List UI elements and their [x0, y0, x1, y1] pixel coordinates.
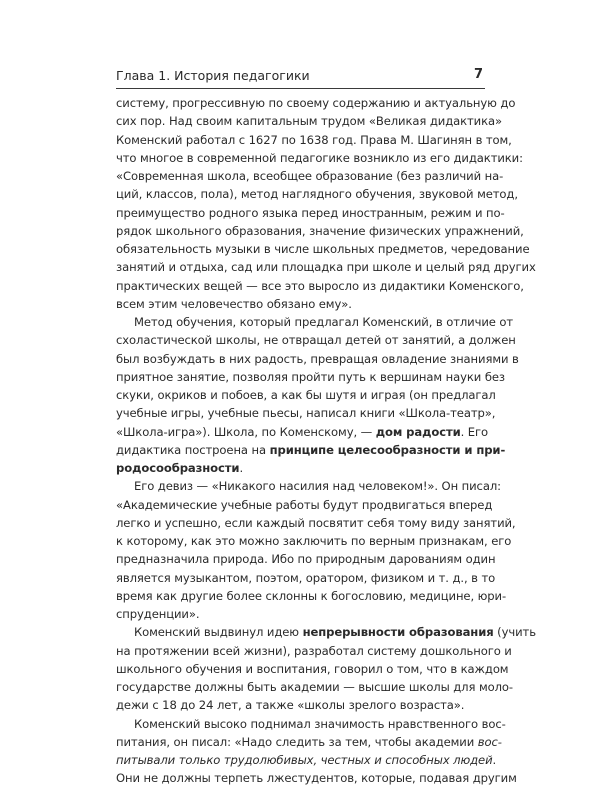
text-line [116, 605, 485, 623]
text-line [116, 222, 524, 240]
text-line [116, 587, 507, 605]
text-line [116, 696, 485, 714]
text-line [116, 459, 485, 477]
text-run: обязательность музыки в числе школьных предметов, чередование [116, 242, 530, 256]
text-run: преимущество родного языка перед иностранным, режим и по- [116, 205, 505, 220]
text-line [116, 423, 489, 441]
text-run: Коменский высоко поднимал значимость нравственного вос- [134, 716, 506, 731]
text-line [116, 514, 516, 532]
text-run: сих пор. Над своим капитальным трудом «Великая дидактика» [116, 114, 503, 129]
page-number: 7 [473, 67, 483, 82]
text-line [116, 204, 505, 222]
bold-text: принципе целесообразности и при- [269, 442, 506, 457]
text-run: скуки, окриков и побоев, а как бы шутя и играя (он предлагал [116, 388, 496, 402]
running-header [116, 68, 484, 88]
text-line [116, 404, 496, 422]
bold-text: родосообразности [116, 461, 240, 475]
text-run: был возбуждать в них радость, превращая овладение знаниями в [116, 351, 519, 366]
text-run: дежи с 18 до 24 лет, а также «школы зрелого возраста». [116, 698, 465, 713]
text-run: схоластической школы, не отвращал детей от занятий, а должен [116, 333, 516, 348]
text-line [116, 258, 536, 276]
text-line [116, 112, 503, 130]
text-run: (учить [493, 625, 536, 640]
text-line [116, 277, 524, 295]
bold-text: непрерывности образования [302, 625, 494, 640]
body-text [116, 94, 536, 788]
text-line [116, 642, 512, 660]
text-run: государстве должны быть академии — высшие школы для моло- [116, 680, 513, 694]
text-run: является музыкантом, поэтом, оратором, физиком и т. д., в то [116, 570, 496, 585]
text-run: практических вещей — все это выросло из дидактики Коменского, [116, 278, 524, 293]
text-line [116, 733, 502, 751]
text-run: предназначила природа. Ибо по природным дарованиям один [116, 552, 496, 567]
text-run: всем этим человечество обязано ему». [116, 296, 352, 311]
text-run: питания, он писал: «Надо следить за тем, чтобы академии [116, 734, 478, 749]
text-line [116, 623, 536, 641]
text-run: рядок школьного образования, значение физических упражнений, [116, 223, 524, 238]
text-run: ций, классов, пола), метод наглядного обучения, звуковой метод, [116, 187, 518, 202]
text-line [116, 94, 516, 112]
text-run: к которому, как это можно заключить по верным признакам, его [116, 534, 512, 548]
bold-text: дом радости [375, 424, 461, 439]
text-line [116, 496, 493, 514]
text-line [116, 331, 516, 349]
text-line [116, 477, 501, 495]
text-run: Коменский работал с 1627 по 1638 год. Права М. Шагинян в том, [116, 132, 512, 147]
text-line [116, 167, 504, 185]
text-line [116, 149, 523, 167]
text-line [116, 678, 513, 696]
text-line [116, 532, 512, 550]
italic-text: питывали только трудолюбивых, честных и способных людей [116, 753, 493, 767]
text-run: легко и успешно, если каждый посвятит себя тому виду занятий, [116, 515, 516, 530]
chapter-title: Глава 1. История педагогики [116, 68, 310, 83]
text-line [116, 295, 485, 313]
text-run: «Академические учебные работы будут продвигаться вперед [116, 497, 493, 512]
text-line [116, 368, 505, 386]
text-run: приятное занятие, позволяя пройти путь к вершинам науки без [116, 369, 505, 384]
text-run: на протяжении всей жизни), разработал систему дошкольного и [116, 643, 512, 658]
text-line [116, 313, 514, 331]
text-line [116, 441, 506, 459]
text-line [116, 240, 530, 258]
text-run: время как другие более склонны к богословию, медицине, юри- [116, 588, 507, 603]
italic-text: вос- [477, 734, 502, 749]
text-run: . Его [460, 424, 489, 439]
text-run: . [239, 461, 244, 475]
text-run: Его девиз — «Никакого насилия над человеком!». Он писал: [134, 479, 501, 494]
header-rule [116, 88, 485, 89]
text-run: «Школа-игра»). Школа, по Коменскому, — [116, 424, 376, 439]
text-line [116, 185, 518, 203]
text-run: систему, прогрессивную по своему содержанию и актуальную до [116, 96, 516, 110]
text-run: «Современная школа, всеобщее образование (без различий на- [116, 169, 504, 183]
text-run: учебные игры, учебные пьесы, написал книги «Школа-театр», [116, 406, 496, 421]
text-run: . [492, 753, 497, 767]
text-run: спруденции». [116, 607, 200, 621]
text-run: школьного обучения и воспитания, говорил о том, что в каждом [116, 661, 509, 676]
text-line [116, 715, 506, 733]
text-line [116, 769, 517, 787]
text-run: что многое в современной педагогике возникло из его дидактики: [116, 150, 523, 165]
text-line [116, 569, 496, 587]
text-line [116, 660, 509, 678]
text-run: занятий и отдыха, сад или площадка при школе и целый ряд других [116, 260, 536, 275]
text-run: Коменский выдвинул идею [134, 625, 303, 640]
text-line [116, 131, 512, 149]
text-run: дидактика построена на [116, 442, 270, 457]
text-line [116, 386, 496, 404]
text-run: Они не должны терпеть лжестудентов, которые, подавая другим [116, 771, 517, 786]
text-run: Метод обучения, который предлагал Коменский, в отличие от [134, 315, 514, 329]
text-line [116, 350, 519, 368]
text-line [116, 550, 496, 568]
text-line [116, 751, 497, 769]
